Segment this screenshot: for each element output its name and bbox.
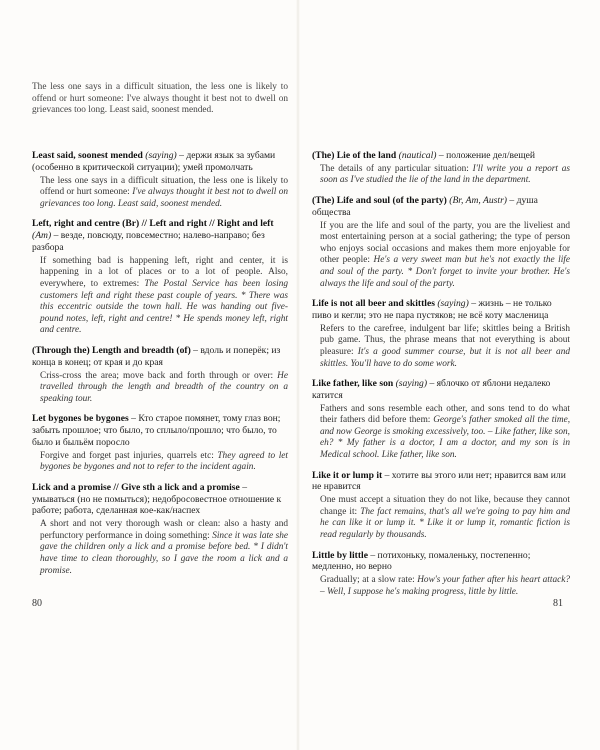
- fragment-text: The less one says in a difficult situation, the less one is likely to offend or hurt someone: I've always thought it best not to dwell on grievances too long. Least said, soonest mended.: [32, 82, 288, 115]
- entry-headword: Least said, soonest mended (saying) – держи язык за зубами (особенно в критической ситуации); умей промолчать: [32, 150, 276, 173]
- entry-headword: (The) Lie of the land (nautical) – положение дел/вещей: [312, 150, 536, 161]
- entry-definition: Refers to the carefree, indulgent bar life; skittles being a British pub game. Thus, the phrase means that not everything is about pleasure: It's a good summer course, but it is not all beer and skittles. You'll have to do some work.: [320, 323, 570, 369]
- entry: [312, 298, 570, 370]
- entry-headword: (Through the) Length and breadth (of) – вдоль и поперёк; из конца в конец; от края и до края: [32, 344, 281, 368]
- entry-definition: A short and not very thorough wash or clean: also a hasty and perfunctory performance in doing something: Since it was late she gave the children only a lick and a promise before bed. * I didn't have time to clean thoroughly, so I gave the room a lick and a promise.: [40, 519, 288, 576]
- entry: [32, 150, 288, 210]
- entry-definition: The less one says in a difficult situation, the less one is likely to offend or hurt someone: I've always thought it best not to dwell on grievances too long. Least said, soonest mended.: [40, 175, 289, 209]
- entry-definition: The details of any particular situation: I'll write you a report as soon as I've studied the lie of the land in the department.: [320, 163, 571, 186]
- top-fragment: [32, 82, 288, 117]
- left-page: [32, 150, 288, 585]
- entry: [32, 345, 288, 405]
- entry: [312, 195, 570, 290]
- entry-headword: Life is not all beer and skittles (saying) – жизнь – не только пиво и кегли; это не пара пустяков; не всё коту масленица: [312, 298, 552, 321]
- entry: [312, 378, 570, 462]
- entry-definition: Gradually; at a slow rate: How's your father after his heart attack? – Well, I suppose he's making progress, little by little.: [320, 575, 571, 597]
- entry-definition: Forgive and forget past injuries, quarrels etc: They agreed to let bygones be bygones and not to refer to the incident again.: [40, 450, 289, 473]
- page-number-left: 80: [32, 598, 42, 609]
- entry-headword: Like it or lump it – хотите вы этого или нет; нравится вам или не нравится: [312, 469, 566, 493]
- page-number-right: 81: [553, 598, 563, 609]
- entry: [32, 218, 288, 337]
- right-page: [312, 150, 570, 606]
- entry-headword: Little by little – потихоньку, помаленьку, постепенно; медленно, но верно: [312, 549, 531, 573]
- entry: [32, 482, 288, 577]
- entry: [312, 150, 570, 187]
- entry-definition: If something bad is happening left, right and center, it is happening in a lot of places or to a lot of people. Also, everywhere, to extremes: The Postal Service has been losing customers left and right these past couple of years. * There was this eccentric outside the town hall. He was handing out five-pound notes, left, right and centre! * He spends money left, right and centre.: [40, 255, 289, 336]
- entry-headword: (The) Life and soul (of the party) (Br, Am, Austr) – душа общества: [312, 194, 538, 218]
- entry: [312, 550, 570, 599]
- entry-definition: One must accept a situation they do not like, because they cannot change it: The fact remains, that's all we're going to pay him and he can like it or lump it. * Like it or lump it, romantic fiction is read regularly by thousands.: [320, 495, 570, 541]
- book-gutter: [296, 0, 300, 750]
- entry-headword: Left, right and centre (Br) // Left and right // Right and left (Am) – везде, повсюду, повсеместно; налево-направо; без разбора: [32, 218, 274, 253]
- entry-definition: Fathers and sons resemble each other, and sons tend to do what their fathers did before them: George's father smoked all the time, and now George is smoking excessively, too. – Like father, like son, eh? * My father is a doctor, I am a doctor, and my son is in Medical school. Like father, like son.: [320, 403, 571, 461]
- entry-definition: Criss-cross the area; move back and forth through or over: He travelled through the length and breadth of the country on a speaking tour.: [40, 370, 289, 404]
- entry-definition: If you are the life and soul of the party, you are the liveliest and most entertaining person at a social gathering; the type of person who enjoys social occasions and makes them more enjoyable for other people: He's a very sweet man but he's not exactly the life and soul of the party. * Don't forget to invite your brother. He's always the life and soul of the party.: [320, 220, 571, 289]
- entry: [312, 470, 570, 542]
- entry-headword: Like father, like son (saying) – яблочко от яблони недалеко катится: [312, 378, 551, 401]
- entry-headword: Lick and a promise // Give sth a lick and a promise – умываться (но не помыться); недобросовестное отношение к работе; работа, сделанная кое-как/наспех: [32, 481, 282, 517]
- entry: [32, 413, 288, 474]
- entry-headword: Let bygones be bygones – Кто старое помянет, тому глаз вон; забыть прошлое; что было, то сплыло/прошло; что было, то было и быльём поросло: [32, 413, 281, 448]
